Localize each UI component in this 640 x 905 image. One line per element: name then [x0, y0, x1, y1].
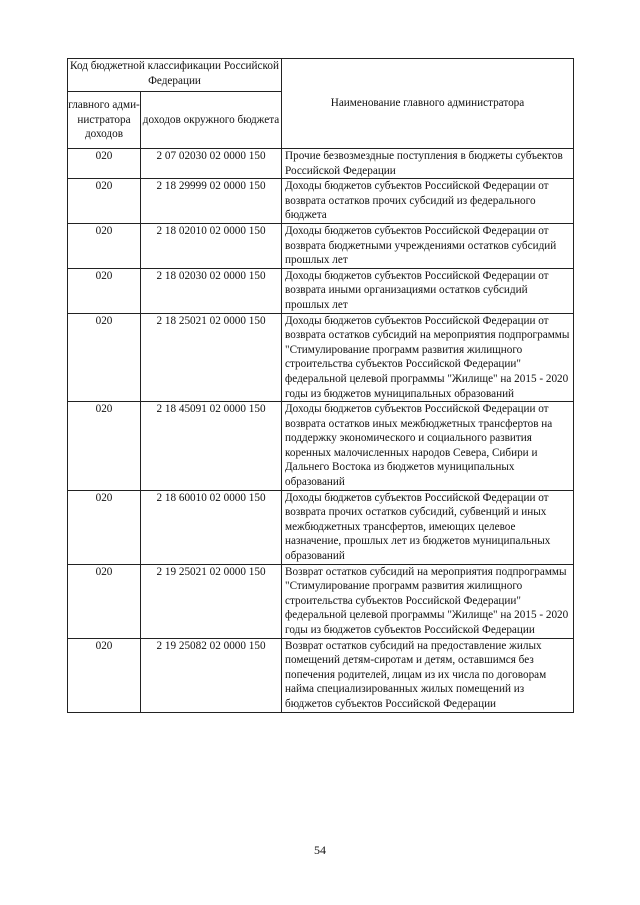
admin-code-cell: 020: [68, 402, 141, 491]
table-row: [68, 179, 574, 224]
table-row: [68, 313, 574, 402]
budget-code-cell: 2 18 02010 02 0000 150: [141, 223, 282, 268]
budget-code-cell: 2 18 25021 02 0000 150: [141, 313, 282, 402]
table-row: [68, 268, 574, 313]
budget-code-cell: 2 18 45091 02 0000 150: [141, 402, 282, 491]
table-row: [68, 564, 574, 638]
administrator-name-cell: Доходы бюджетов субъектов Российской Федерации от возврата бюджетными учреждениями остатков субсидий прошлых лет: [282, 223, 574, 268]
admin-code-cell: 020: [68, 149, 141, 179]
budget-code-cell: 2 18 60010 02 0000 150: [141, 490, 282, 564]
administrator-name-cell: Возврат остатков субсидий на мероприятия подпрограммы "Стимулирование программ развития жилищного строительства субъектов Российской Федерации" федеральной целевой программы "Жилище" на 2015 - 2020 годы из бюджетов субъектов Российской Федерации: [282, 564, 574, 638]
administrator-name-cell: Доходы бюджетов субъектов Российской Федерации от возврата иными организациями остатков субсидий прошлых лет: [282, 268, 574, 313]
admin-code-cell: 020: [68, 313, 141, 402]
table-row: [68, 638, 574, 712]
table-body: [68, 149, 574, 713]
admin-code-cell: 020: [68, 564, 141, 638]
admin-code-cell: 020: [68, 638, 141, 712]
administrator-name-cell: Доходы бюджетов субъектов Российской Федерации от возврата остатков субсидий на мероприятия подпрограммы "Стимулирование программ развития жилищного строительства субъектов Российской Федерации" федеральной целевой программы "Жилище" на 2015 - 2020 годы из бюджетов муниципальных образований: [282, 313, 574, 402]
header-budget-classification-code: Код бюджетной классификации Российской Федерации: [68, 59, 282, 92]
table-row: [68, 223, 574, 268]
admin-code-cell: 020: [68, 179, 141, 224]
budget-code-cell: 2 18 29999 02 0000 150: [141, 179, 282, 224]
page-number: 54: [314, 843, 326, 857]
administrator-name-cell: Возврат остатков субсидий на предоставление жилых помещений детям-сиротам и детям, оставшимся без попечения родителей, лицам из их числа по договорам найма специализированных жилых помещений из бюджетов субъектов Российской Федерации: [282, 638, 574, 712]
budget-classification-table: [67, 58, 574, 713]
table-row: [68, 402, 574, 491]
header-administrator-name: Наименование главного администратора: [282, 59, 574, 149]
header-main-administrator: главного адми-нистратора доходов: [68, 92, 141, 149]
budget-code-cell: 2 19 25021 02 0000 150: [141, 564, 282, 638]
budget-code-cell: 2 19 25082 02 0000 150: [141, 638, 282, 712]
administrator-name-cell: Прочие безвозмездные поступления в бюджеты субъектов Российской Федерации: [282, 149, 574, 179]
table-row: [68, 149, 574, 179]
administrator-name-cell: Доходы бюджетов субъектов Российской Федерации от возврата остатков иных межбюджетных трансфертов на поддержку экономического и социального развития коренных малочисленных народов Севера, Сибири и Дальнего Востока из бюджетов муниципальных образований: [282, 402, 574, 491]
table-row: [68, 490, 574, 564]
admin-code-cell: 020: [68, 268, 141, 313]
budget-code-cell: 2 18 02030 02 0000 150: [141, 268, 282, 313]
budget-code-cell: 2 07 02030 02 0000 150: [141, 149, 282, 179]
administrator-name-cell: Доходы бюджетов субъектов Российской Федерации от возврата остатков прочих субсидий из федерального бюджета: [282, 179, 574, 224]
admin-code-cell: 020: [68, 490, 141, 564]
admin-code-cell: 020: [68, 223, 141, 268]
administrator-name-cell: Доходы бюджетов субъектов Российской Федерации от возврата прочих остатков субсидий, субвенций и иных межбюджетных трансфертов, имеющих целевое назначение, прошлых лет из бюджетов муниципальных образований: [282, 490, 574, 564]
header-district-budget-income: доходов окружного бюджета: [141, 92, 282, 149]
